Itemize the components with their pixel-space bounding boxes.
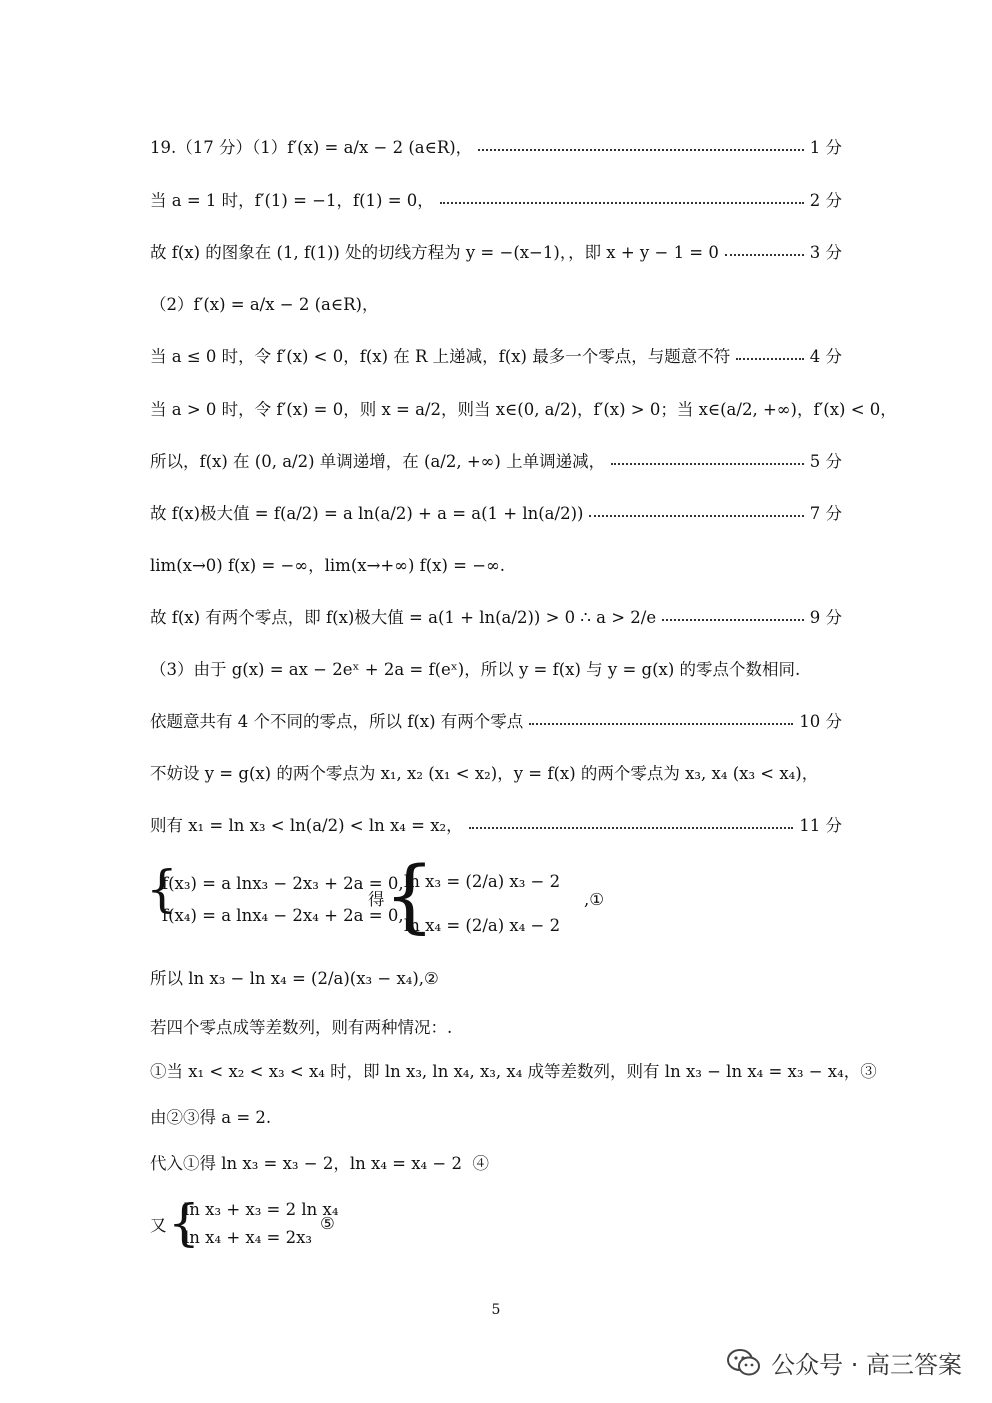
score: 5 分 xyxy=(809,452,842,471)
line-8 xyxy=(150,500,842,524)
equation-row: ln x₃ = (2/a) x₃ − 2 xyxy=(404,872,561,891)
line-text: 故 f(x) 的图象在 (1, f(1)) 处的切线方程为 y = −(x−1)，，即 x + y − 1 = 0 xyxy=(150,243,719,262)
line-7 xyxy=(150,448,842,472)
line-text: 则有 x₁ = ln x₃ < ln(a/2) < ln x₄ = x₂， xyxy=(150,816,463,835)
line-text: 由②③得 a = 2. xyxy=(150,1108,272,1127)
dot-leader xyxy=(478,149,804,151)
line-3 xyxy=(150,239,842,263)
system-prefix xyxy=(150,1210,167,1242)
left-brace: { xyxy=(146,860,178,918)
dot-leader xyxy=(736,358,804,360)
tail-line-3 xyxy=(150,1058,877,1082)
left-brace: { xyxy=(168,1194,200,1252)
watermark-text: 公众号 · 高三答案 xyxy=(771,1351,962,1379)
equation-prefix: 又 xyxy=(150,1216,167,1235)
left-brace: { xyxy=(384,849,435,942)
line-1 xyxy=(150,134,842,158)
line-text: 当 a ≤ 0 时，令 f′(x) < 0，f(x) 在 R 上递减，f(x) 最多一个零点，与题意不符 xyxy=(150,347,731,366)
line-text: （3）由于 g(x) = ax − 2eˣ + 2a = f(eˣ)，所以 y = f(x) 与 y = g(x) 的零点个数相同. xyxy=(150,660,801,679)
equation-tag: ⑤ xyxy=(320,1214,335,1233)
line-text: 故 f(x)极大值 = f(a/2) = a ln(a/2) + a = a(1 + ln(a/2)) xyxy=(150,504,584,523)
system-mid xyxy=(368,884,385,916)
dot-leader xyxy=(589,515,803,517)
equation-row: f(x₃) = a lnx₃ − 2x₃ + 2a = 0, xyxy=(162,874,404,893)
score: 9 分 xyxy=(809,608,842,627)
line-text: 当 a = 1 时，f′(1) = −1，f(1) = 0， xyxy=(150,191,434,210)
watermark xyxy=(727,1345,962,1380)
equation-row: ln x₃ + x₃ = 2 ln x₄ xyxy=(184,1200,339,1219)
line-13 xyxy=(150,760,842,784)
equation-row: ln x₄ = (2/a) x₄ − 2 xyxy=(404,916,561,935)
score: 2 分 xyxy=(809,191,842,210)
score: 7 分 xyxy=(809,504,842,523)
line-6 xyxy=(150,396,897,420)
system-rows xyxy=(184,1196,338,1252)
wechat-icon xyxy=(727,1349,761,1377)
line-14 xyxy=(150,812,842,836)
line-text: （2）f′(x) = a/x − 2 (a∈R)， xyxy=(150,295,379,314)
system-right xyxy=(404,860,560,948)
equation-connector: 得 xyxy=(368,890,385,909)
dot-leader xyxy=(611,463,804,465)
line-9 xyxy=(150,552,842,576)
score: 11 分 xyxy=(799,816,842,835)
tail-line-1 xyxy=(150,965,842,989)
equation-tag: ,① xyxy=(584,890,605,909)
score: 4 分 xyxy=(809,347,842,366)
system-tag xyxy=(320,1208,335,1240)
score: 10 分 xyxy=(799,712,842,731)
dot-leader xyxy=(469,827,794,829)
dot-leader xyxy=(662,619,804,621)
score: 1 分 xyxy=(809,138,842,157)
line-text: 若四个零点成等差数列，则有两种情况：. xyxy=(150,1018,453,1037)
line-4 xyxy=(150,291,842,315)
dot-leader xyxy=(529,723,793,725)
dot-leader xyxy=(440,202,804,204)
equation-row: ln x₄ + x₄ = 2x₃ xyxy=(184,1228,313,1247)
tail-line-5 xyxy=(150,1150,842,1174)
line-text: 依题意共有 4 个不同的零点，所以 f(x) 有两个零点 xyxy=(150,712,524,731)
line-2 xyxy=(150,187,842,211)
line-text: 所以 ln x₃ − ln x₄ = (2/a)(x₃ − x₄),② xyxy=(150,969,439,988)
line-text: 19.（17 分）（1）f′(x) = a/x − 2 (a∈R)， xyxy=(150,138,473,157)
equation-row: f(x₄) = a lnx₄ − 2x₄ + 2a = 0, xyxy=(162,906,404,925)
page-number: 5 xyxy=(491,1302,501,1318)
line-text: 代入①得 ln x₃ = x₃ − 2，ln x₄ = x₄ − 2 ④ xyxy=(150,1154,489,1173)
tail-line-2 xyxy=(150,1014,842,1038)
line-text: 当 a > 0 时，令 f′(x) = 0，则 x = a/2，则当 x∈(0, a/2)，f′(x) > 0；当 x∈(a/2, +∞)，f′(x) < 0， xyxy=(150,400,897,419)
line-text: ①当 x₁ < x₂ < x₃ < x₄ 时，即 ln x₃, ln x₄, x₃, x₄ 成等差数列，则有 ln x₃ − ln x₄ = x₃ − x₄，③ xyxy=(150,1062,877,1081)
line-text: 所以，f(x) 在 (0, a/2) 单调递增，在 (a/2, +∞) 上单调递减， xyxy=(150,452,606,471)
line-text: lim(x→0) f(x) = −∞，lim(x→+∞) f(x) = −∞. xyxy=(150,556,506,575)
line-text: 不妨设 y = g(x) 的两个零点为 x₁, x₂ (x₁ < x₂)，y = f(x) 的两个零点为 x₃, x₄ (x₃ < x₄)， xyxy=(150,764,819,783)
line-text: 故 f(x) 有两个零点，即 f(x)极大值 = a(1 + ln(a/2)) > 0 ∴ a > 2/e xyxy=(150,608,657,627)
dot-leader xyxy=(725,254,804,256)
system-tag xyxy=(584,884,604,916)
line-10 xyxy=(150,604,842,628)
line-5 xyxy=(150,343,842,367)
score: 3 分 xyxy=(809,243,842,262)
line-11 xyxy=(150,656,842,680)
tail-line-4 xyxy=(150,1104,842,1128)
line-12 xyxy=(150,708,842,732)
